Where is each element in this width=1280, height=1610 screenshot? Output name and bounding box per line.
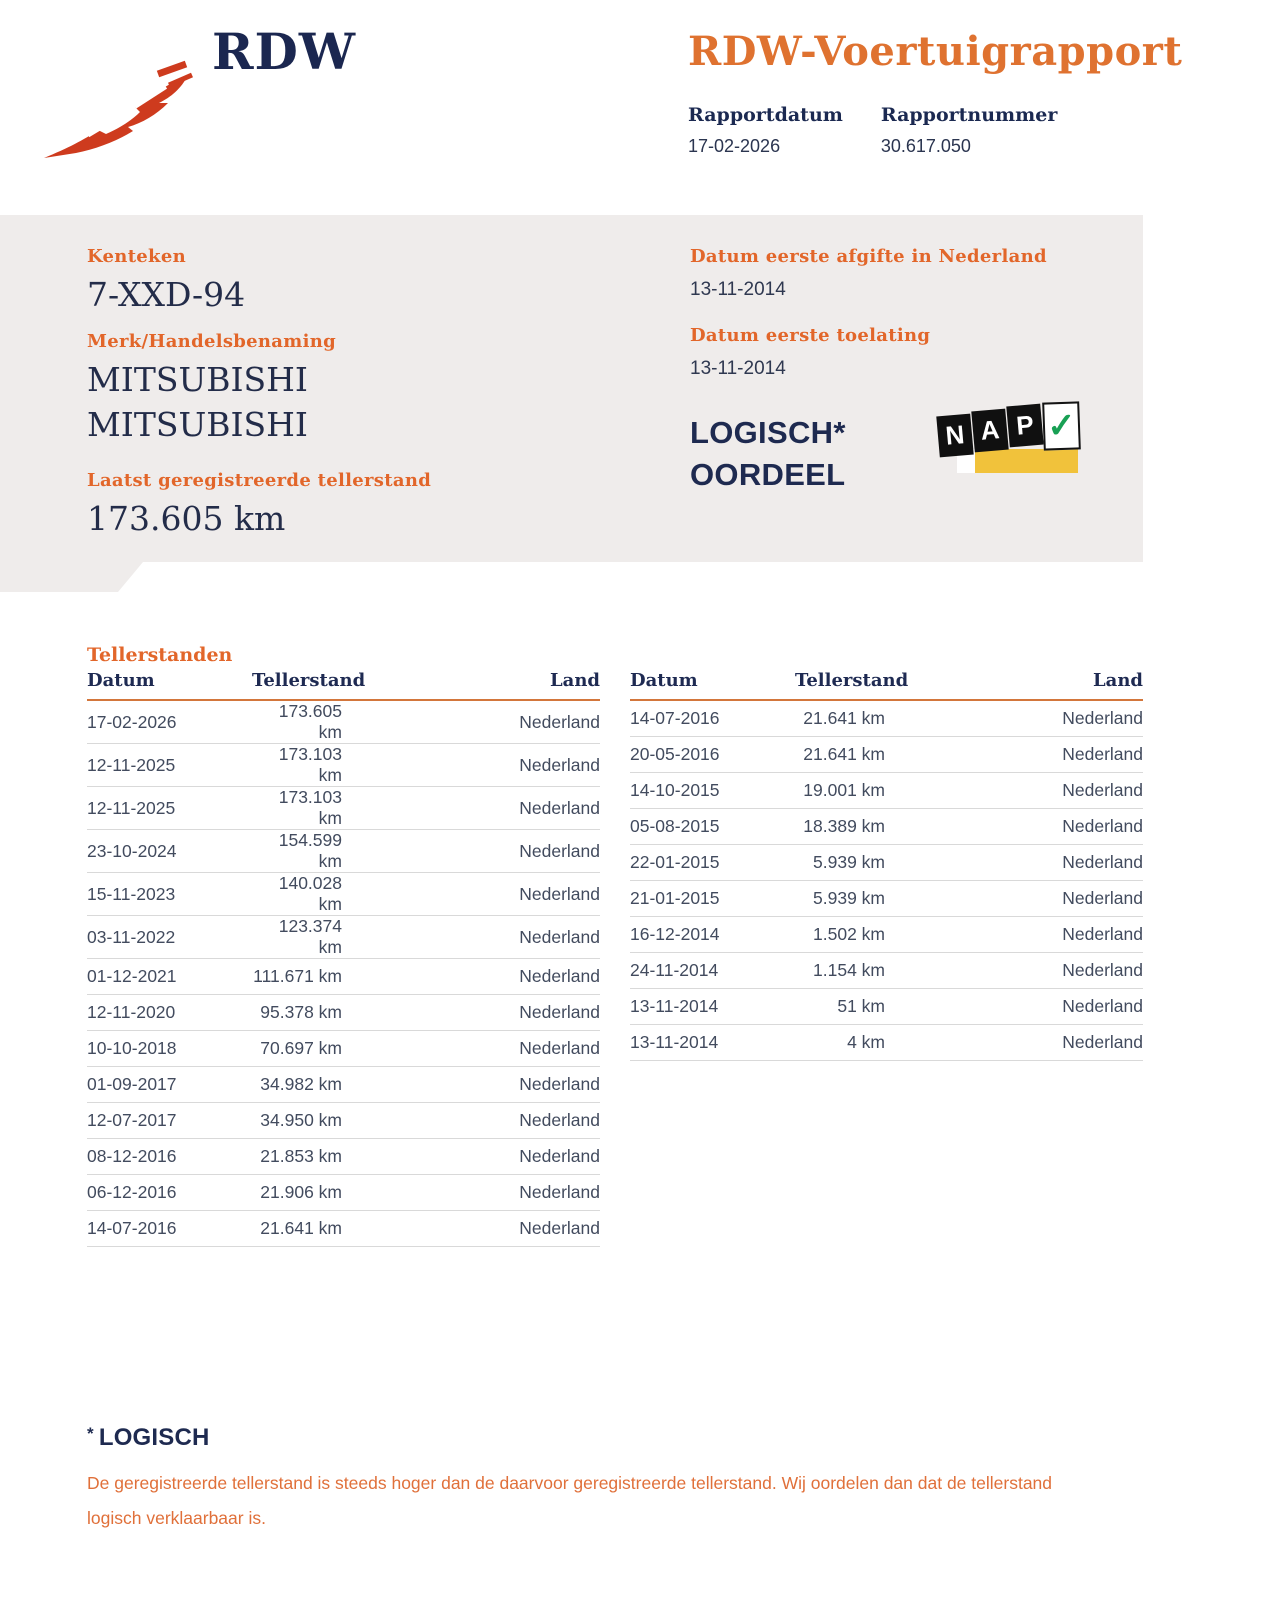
cell-tellerstand: 1.502 km bbox=[795, 916, 885, 952]
cell-land: Nederland bbox=[342, 787, 600, 830]
merk-value-2: MITSUBISHI bbox=[87, 405, 308, 444]
cell-datum: 12-11-2025 bbox=[87, 787, 252, 830]
footnote-asterisk: * bbox=[87, 1424, 94, 1443]
cell-land: Nederland bbox=[342, 1031, 600, 1067]
column-header-land: Land bbox=[885, 670, 1143, 700]
cell-tellerstand: 95.378 km bbox=[252, 995, 342, 1031]
nap-checkmark-icon: ✓ bbox=[1042, 401, 1081, 450]
table-row bbox=[87, 1175, 600, 1211]
cell-tellerstand: 70.697 km bbox=[252, 1031, 342, 1067]
cell-datum: 23-10-2024 bbox=[87, 830, 252, 873]
kenteken-label: Kenteken bbox=[87, 246, 186, 267]
cell-tellerstand: 51 km bbox=[795, 988, 885, 1024]
cell-tellerstand: 111.671 km bbox=[252, 959, 342, 995]
cell-tellerstand: 18.389 km bbox=[795, 808, 885, 844]
table-row bbox=[630, 844, 1143, 880]
column-header-datum: Datum bbox=[630, 670, 795, 700]
report-number-value: 30.617.050 bbox=[880, 136, 971, 156]
rdw-logo bbox=[40, 22, 357, 167]
cell-datum: 01-09-2017 bbox=[87, 1067, 252, 1103]
tellerstand-value: 173.605 km bbox=[87, 499, 286, 538]
cell-tellerstand: 5.939 km bbox=[795, 880, 885, 916]
column-header-datum: Datum bbox=[87, 670, 252, 700]
cell-datum: 22-01-2015 bbox=[630, 844, 795, 880]
table-row bbox=[87, 995, 600, 1031]
table-row bbox=[630, 952, 1143, 988]
footnote-title bbox=[87, 1424, 210, 1452]
cell-tellerstand: 4 km bbox=[795, 1024, 885, 1060]
cell-datum: 12-11-2025 bbox=[87, 744, 252, 787]
table-row bbox=[87, 1031, 600, 1067]
cell-land: Nederland bbox=[885, 736, 1143, 772]
cell-land: Nederland bbox=[342, 916, 600, 959]
cell-datum: 14-07-2016 bbox=[630, 700, 795, 736]
cell-tellerstand: 1.154 km bbox=[795, 952, 885, 988]
cell-tellerstand: 123.374 km bbox=[252, 916, 342, 959]
cell-datum: 14-07-2016 bbox=[87, 1211, 252, 1247]
summary-left-column bbox=[87, 246, 647, 538]
table-row bbox=[630, 988, 1143, 1024]
table-row bbox=[87, 830, 600, 873]
tellerstand-label: Laatst geregistreerde tellerstand bbox=[87, 470, 432, 491]
table-row bbox=[87, 959, 600, 995]
footnote-text: De geregistreerde tellerstand is steeds hoger dan de daarvoor geregistreerde tellerstand. Wij oordelen dan dat de tellerstand logisch verklaarbaar is. bbox=[87, 1473, 1053, 1528]
toelating-label: Datum eerste toelating bbox=[690, 325, 931, 346]
oordeel-label: OORDEEL bbox=[690, 457, 846, 492]
cell-tellerstand: 19.001 km bbox=[795, 772, 885, 808]
table-row bbox=[87, 787, 600, 830]
cell-land: Nederland bbox=[342, 1067, 600, 1103]
table-row bbox=[87, 1067, 600, 1103]
cell-tellerstand: 173.605 km bbox=[252, 700, 342, 744]
table-row bbox=[87, 1211, 600, 1247]
cell-datum: 14-10-2015 bbox=[630, 772, 795, 808]
nap-letter-p: P bbox=[1006, 404, 1043, 448]
tellerstanden-table-left bbox=[87, 670, 600, 1247]
tellerstanden-section-title: Tellerstanden bbox=[87, 644, 233, 666]
toelating-value: 13-11-2014 bbox=[690, 358, 786, 379]
cell-land: Nederland bbox=[885, 916, 1143, 952]
cell-datum: 15-11-2023 bbox=[87, 873, 252, 916]
cell-tellerstand: 34.950 km bbox=[252, 1103, 342, 1139]
afgifte-value: 13-11-2014 bbox=[690, 279, 786, 300]
rdw-swoosh-icon bbox=[40, 60, 200, 162]
table-row bbox=[87, 744, 600, 787]
cell-datum: 16-12-2014 bbox=[630, 916, 795, 952]
cell-land: Nederland bbox=[885, 808, 1143, 844]
nap-logo-yellow-bar bbox=[975, 449, 1078, 473]
table-row bbox=[630, 808, 1143, 844]
cell-land: Nederland bbox=[342, 1175, 600, 1211]
kenteken-value: 7-XXD-94 bbox=[87, 275, 246, 314]
table-row bbox=[630, 916, 1143, 952]
table-row bbox=[630, 880, 1143, 916]
cell-tellerstand: 21.853 km bbox=[252, 1139, 342, 1175]
table-row bbox=[630, 772, 1143, 808]
cell-land: Nederland bbox=[885, 844, 1143, 880]
table-row bbox=[87, 873, 600, 916]
table-row bbox=[630, 736, 1143, 772]
cell-land: Nederland bbox=[342, 873, 600, 916]
summary-right-column bbox=[690, 246, 1110, 380]
page-title: RDW-Voertuigrapport bbox=[688, 28, 1183, 75]
cell-land: Nederland bbox=[885, 988, 1143, 1024]
cell-land: Nederland bbox=[885, 1024, 1143, 1060]
cell-datum: 12-11-2020 bbox=[87, 995, 252, 1031]
cell-land: Nederland bbox=[342, 744, 600, 787]
cell-datum: 20-05-2016 bbox=[630, 736, 795, 772]
cell-datum: 17-02-2026 bbox=[87, 700, 252, 744]
table-row bbox=[630, 700, 1143, 736]
cell-tellerstand: 173.103 km bbox=[252, 787, 342, 830]
cell-tellerstand: 5.939 km bbox=[795, 844, 885, 880]
cell-land: Nederland bbox=[342, 959, 600, 995]
cell-land: Nederland bbox=[342, 830, 600, 873]
nap-logo bbox=[935, 400, 1085, 475]
cell-datum: 13-11-2014 bbox=[630, 1024, 795, 1060]
cell-datum: 08-12-2016 bbox=[87, 1139, 252, 1175]
report-number-label: Rapportnummer bbox=[880, 104, 1058, 126]
cell-land: Nederland bbox=[342, 1103, 600, 1139]
afgifte-label: Datum eerste afgifte in Nederland bbox=[690, 246, 1047, 267]
oordeel-value: LOGISCH* bbox=[690, 415, 846, 450]
cell-datum: 12-07-2017 bbox=[87, 1103, 252, 1139]
merk-label: Merk/Handelsbenaming bbox=[87, 331, 337, 352]
cell-tellerstand: 21.641 km bbox=[795, 736, 885, 772]
table-header-row bbox=[630, 670, 1143, 700]
cell-datum: 21-01-2015 bbox=[630, 880, 795, 916]
tellerstanden-table-right bbox=[630, 670, 1143, 1061]
cell-land: Nederland bbox=[885, 880, 1143, 916]
table-row bbox=[87, 1103, 600, 1139]
nap-letter-n: N bbox=[936, 414, 973, 458]
cell-datum: 03-11-2022 bbox=[87, 916, 252, 959]
cell-tellerstand: 21.641 km bbox=[252, 1211, 342, 1247]
cell-land: Nederland bbox=[885, 700, 1143, 736]
column-header-land: Land bbox=[342, 670, 600, 700]
cell-datum: 24-11-2014 bbox=[630, 952, 795, 988]
oordeel-block bbox=[690, 412, 846, 496]
cell-land: Nederland bbox=[885, 952, 1143, 988]
cell-datum: 05-08-2015 bbox=[630, 808, 795, 844]
cell-tellerstand: 21.641 km bbox=[795, 700, 885, 736]
merk-value-1: MITSUBISHI bbox=[87, 360, 308, 399]
cell-land: Nederland bbox=[342, 995, 600, 1031]
cell-tellerstand: 154.599 km bbox=[252, 830, 342, 873]
report-meta bbox=[688, 104, 1057, 157]
footnote-title-text: LOGISCH bbox=[98, 1424, 210, 1451]
report-date-label: Rapportdatum bbox=[688, 104, 843, 126]
rdw-logo-text: RDW bbox=[212, 22, 357, 81]
cell-tellerstand: 173.103 km bbox=[252, 744, 342, 787]
cell-land: Nederland bbox=[342, 1139, 600, 1175]
cell-tellerstand: 21.906 km bbox=[252, 1175, 342, 1211]
cell-land: Nederland bbox=[342, 1211, 600, 1247]
table-row bbox=[87, 916, 600, 959]
column-header-tellerstand: Tellerstand bbox=[795, 670, 885, 700]
table-row bbox=[87, 1139, 600, 1175]
cell-datum: 13-11-2014 bbox=[630, 988, 795, 1024]
cell-datum: 06-12-2016 bbox=[87, 1175, 252, 1211]
cell-datum: 01-12-2021 bbox=[87, 959, 252, 995]
cell-tellerstand: 140.028 km bbox=[252, 873, 342, 916]
cell-tellerstand: 34.982 km bbox=[252, 1067, 342, 1103]
cell-land: Nederland bbox=[342, 700, 600, 744]
column-header-tellerstand: Tellerstand bbox=[252, 670, 342, 700]
nap-letter-a: A bbox=[971, 409, 1008, 453]
table-row bbox=[87, 700, 600, 744]
cell-datum: 10-10-2018 bbox=[87, 1031, 252, 1067]
cell-land: Nederland bbox=[885, 772, 1143, 808]
report-date-value: 17-02-2026 bbox=[688, 136, 781, 156]
table-header-row bbox=[87, 670, 600, 700]
table-row bbox=[630, 1024, 1143, 1060]
